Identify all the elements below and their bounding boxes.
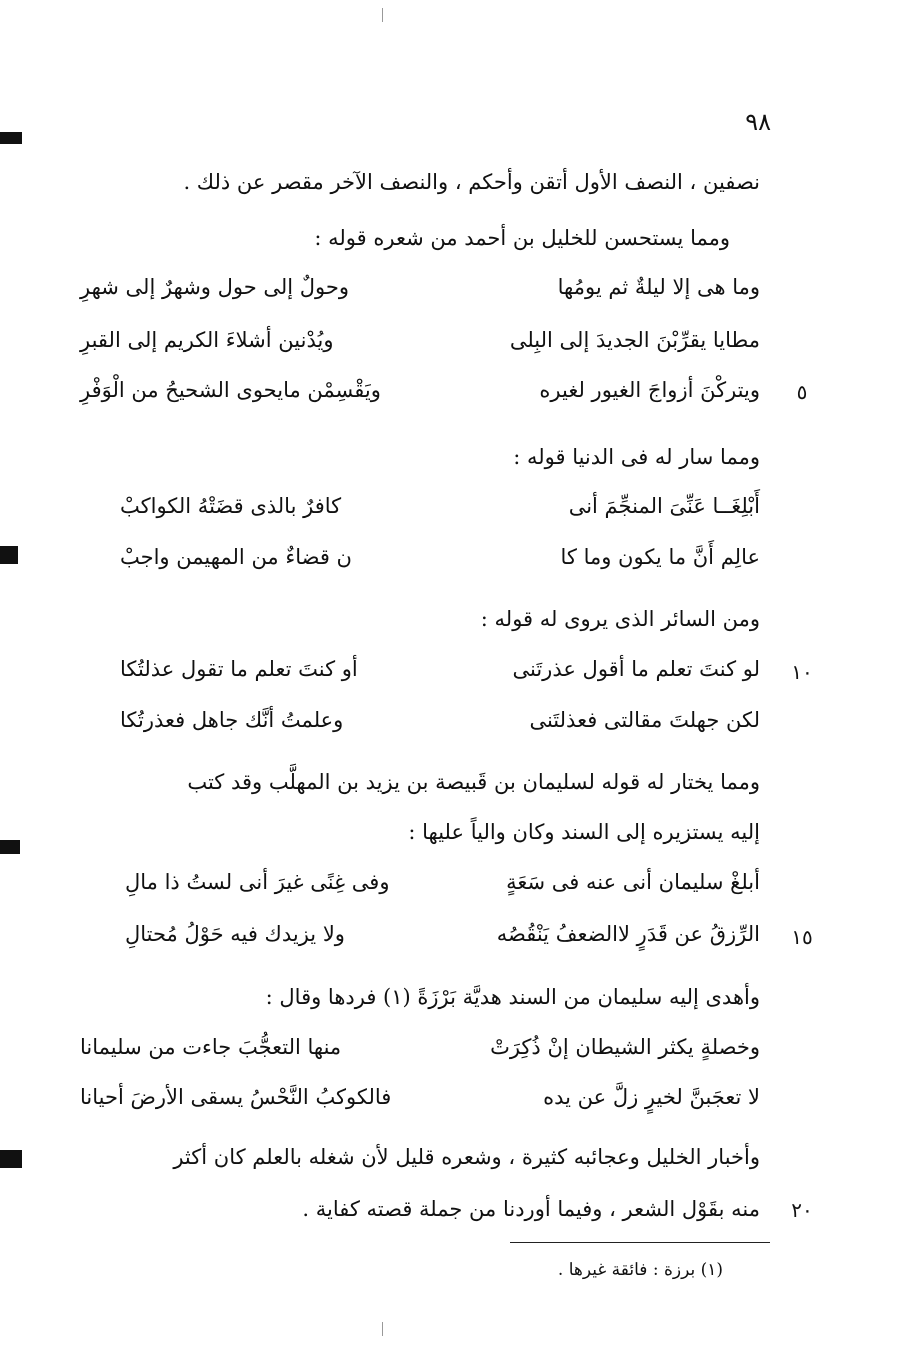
verse-line: [120, 708, 760, 748]
text-line: ومما يختار له قوله لسليمان بن قَبيصة بن يزيد بن المهلَّب وقد كتب: [187, 770, 760, 794]
scan-edge-mark: [0, 840, 20, 854]
verse-first-hemistich: الرِّزقُ عن قَدَرٍ لاالضعفُ يَنْقُصُه: [496, 922, 760, 946]
line-number: ١٥: [791, 925, 813, 949]
text-line: وأهدى إليه سليمان من السند هديَّة بَرْزَةً (١) فردها وقال :: [265, 985, 760, 1009]
scan-edge-mark: [0, 1150, 22, 1168]
verse-first-hemistich: مطايا يقرِّبْنَ الجديدَ إلى البِلى: [509, 328, 760, 352]
verse-second-hemistich: ن قضاءٌ من المهيمن واجبْ: [120, 545, 352, 569]
line-number: ٢٠: [791, 1198, 813, 1222]
verse-first-hemistich: لكن جهلتَ مقالتى فعذلتَنى: [529, 708, 760, 732]
text-line: نصفين ، النصف الأول أتقن وأحكم ، والنصف الآخر مقصر عن ذلك .: [183, 170, 760, 194]
text-line: وأخبار الخليل وعجائبه كثيرة ، وشعره قليل لأن شغله بالعلم كان أكثر: [173, 1145, 760, 1169]
verse-second-hemistich: وحولٌ إلى حول وشهرٌ إلى شهرِ: [80, 275, 350, 299]
verse-second-hemistich: كافرٌ بالذى قضَتْهُ الكواكبْ: [120, 494, 342, 518]
verse-second-hemistich: ويُدْنين أشلاءَ الكريم إلى القبرِ: [80, 328, 334, 352]
page-number: ٩٨: [745, 108, 771, 136]
verse-line: [120, 657, 760, 697]
verse-second-hemistich: منها التعجُّبَ جاءت من سليمانا: [80, 1035, 342, 1059]
verse-second-hemistich: وفى غِنًى غيرَ أنى لستُ ذا مالِ: [125, 870, 390, 894]
verse-second-hemistich: وعلمتُ أنَّك جاهل فعذرتُكا: [120, 708, 344, 732]
verse-first-hemistich: عالِم أَنَّ ما يكون وما كا: [560, 545, 760, 569]
line-number: ١٠: [791, 660, 813, 684]
line-number: ٥: [796, 380, 808, 404]
verse-first-hemistich: وخصلةٍ يكثر الشيطان إنْ ذُكِرَتْ: [490, 1035, 760, 1059]
text-line: ومما سار له فى الدنيا قوله :: [513, 445, 760, 469]
verse-first-hemistich: وما هى إلا ليلةٌ ثم يومُها: [557, 275, 760, 299]
verse-second-hemistich: فالكوكبُ النَّحْسُ يسقى الأرضَ أحيانا: [80, 1085, 392, 1109]
scan-mark: [382, 8, 383, 22]
scan-edge-mark: [0, 132, 22, 144]
verse-first-hemistich: أَبْلِغَــا عَنِّىَ المنجِّمَ أنى: [568, 494, 760, 518]
text-line: منه بقَوْل الشعر ، وفيما أوردنا من جملة قصته كفاية .: [302, 1197, 760, 1221]
scan-mark: [382, 1322, 383, 1336]
verse-first-hemistich: أبلغْ سليمان أنى عنه فى سَعَةٍ: [506, 870, 760, 894]
verse-first-hemistich: ويتركْنَ أزواجَ الغيور لغيره: [539, 378, 760, 402]
verse-line: [125, 870, 760, 910]
verse-line: [120, 494, 760, 534]
text-line: ومن السائر الذى يروى له قوله :: [480, 607, 760, 631]
verse-first-hemistich: لو كنتَ تعلم ما أقول عذرتَنى: [512, 657, 760, 681]
verse-line: [80, 1085, 760, 1125]
text-line: إليه يستزيره إلى السند وكان والياً عليها :: [408, 820, 760, 844]
verse-line: [80, 1035, 760, 1075]
verse-line: [80, 328, 760, 368]
verse-second-hemistich: أو كنتَ تعلم ما تقول عذلتُكا: [120, 657, 358, 681]
verse-line: [80, 378, 760, 418]
verse-line: [125, 922, 760, 962]
footnote: (١) برزة : فائقة غيرها .: [557, 1260, 723, 1280]
verse-line: [120, 545, 760, 585]
scan-edge-mark: [0, 546, 18, 564]
verse-line: [80, 275, 760, 315]
verse-second-hemistich: ويَقْسِمْن مايحوى الشحيحُ من الْوَفْرِ: [80, 378, 381, 402]
verse-second-hemistich: ولا يزيدك فيه حَوْلُ مُحتالِ: [125, 922, 345, 946]
text-line: ومما يستحسن للخليل بن أحمد من شعره قوله :: [314, 226, 730, 250]
verse-first-hemistich: لا تعجَبنَّ لخيرٍ زلَّ عن يده: [543, 1085, 760, 1109]
footnote-rule: [510, 1242, 770, 1243]
